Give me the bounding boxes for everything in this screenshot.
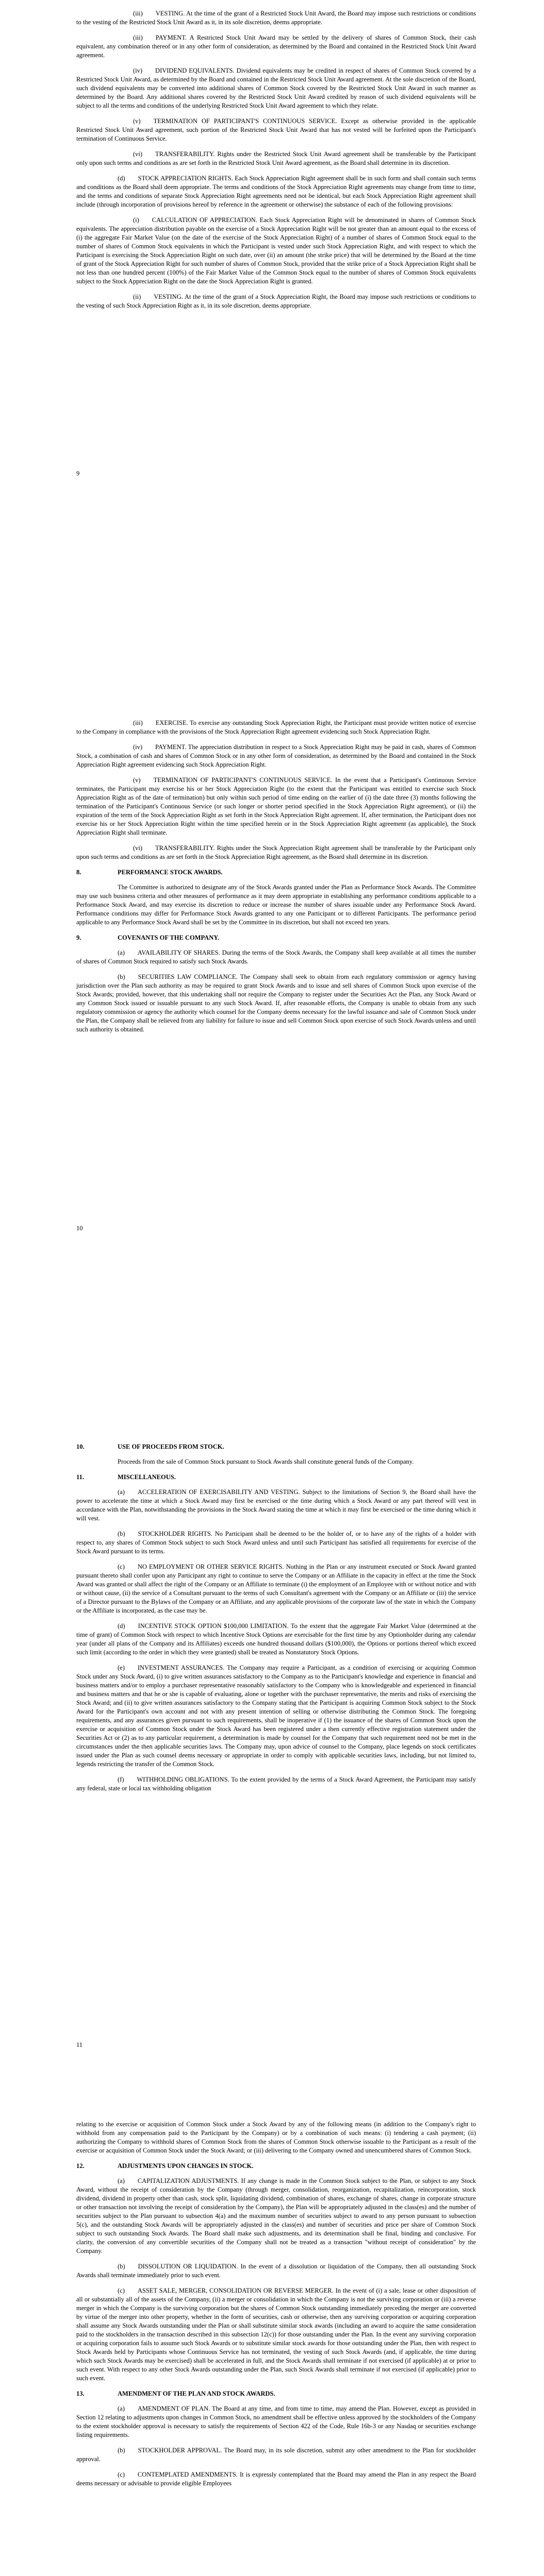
paragraph: (ii) VESTING. At the time of the grant of a Stock Appreciation Right, the Board may impose such restrictions or conditions to the vesting of such Stock Appreciation Right as it, in its sole discretion, deems appropriate.	[76, 293, 476, 309]
section-heading	[76, 2389, 476, 2398]
section-heading	[76, 868, 476, 877]
paragraph: (a) AVAILABILITY OF SHARES. During the terms of the Stock Awards, the Company shall keep available at all times the number of shares of Common Stock required to satisfy such Stock Awards.	[76, 949, 476, 965]
paragraph: The Committee is authorized to designate any of the Stock Awards granted under the Plan as Performance Stock Awards. The Committee may use such business criteria and other measures of performance as it may deem appropriate in establishing any performance conditions applicable to a Performance Stock Award, and may exercise its discretion to reduce or increase the number of shares issuable under any Performance Stock Award. Performance conditions may differ for Performance Stock Awards granted to any one Participant or to different Participants. The performance period applicable to any Performance Stock Award shall be set by the Committee in its discretion, but shall not exceed ten years.	[76, 884, 476, 926]
paragraph: (c) NO EMPLOYMENT OR OTHER SERVICE RIGHTS. Nothing in the Plan or any instrument executed or Stock Award granted pursuant thereto shall confer upon any Participant any right to continue to serve the Company or an Affiliate in the capacity in effect at the time the Stock Award was granted or shall affect the right of the Company or an Affiliate to terminate (i) the employment of an Employee with or without notice and with or without cause, (ii) the service of a Consultant pursuant to the terms of such Consultant's agreement with the Company or an Affiliate or (iii) the service of a Director pursuant to the Bylaws of the Company or an Affiliate, and any applicable provisions of the corporate law of the state in which the Company or the Affiliate is incorporated, as the case may be.	[76, 1563, 476, 1614]
paragraph: (iii) VESTING. At the time of the grant of a Restricted Stock Unit Award, the Board may impose such restrictions or conditions to the vesting of the Restricted Stock Unit Award as it, in its sole discretion, deems appropriate.	[76, 10, 476, 26]
section-heading	[76, 1473, 476, 1482]
page-number: 11	[76, 2041, 83, 2048]
section-heading	[76, 934, 476, 942]
paragraph: (b) STOCKHOLDER APPROVAL. The Board may, in its sole discretion, submit any other amendment to the Plan for stockholder approval.	[76, 2447, 476, 2463]
section-title: AMENDMENT OF THE PLAN AND STOCK AWARDS.	[118, 2390, 275, 2397]
section-title: COVENANTS OF THE COMPANY.	[118, 934, 220, 941]
page-3	[0, 1406, 544, 2107]
section-title: ADJUSTMENTS UPON CHANGES IN STOCK.	[118, 2162, 254, 2170]
paragraph: (v) TERMINATION OF PARTICIPANT'S CONTINUOUS SERVICE. In the event that a Participant's Continuous Service terminates, the Participant may exercise his or her Stock Appreciation Right (to the extent that the Participant was entitled to exercise such Stock Appreciation Right as of the date of termination) but only within such period of time ending on the earlier of (i) the date three (3) months following the termination of the Participant's Continuous Service (or such longer or shorter period specified in the Stock Appreciation Right agreement), or (ii) the expiration of the term of the Stock Appreciation Right as set forth in the Stock Appreciation Right agreement. If, after termination, the Participant does not exercise his or her Stock Appreciation Right within the time specified herein or in the Stock Appreciation Right agreement (as applicable), the Stock Appreciation Right shall terminate.	[76, 776, 476, 836]
page-4-body	[76, 2120, 476, 2495]
paragraph: (b) STOCKHOLDER RIGHTS. No Participant shall be deemed to be the holder of, or to have any of the rights of a holder with respect to, any shares of Common Stock subject to such Stock Award unless and until such Participant has satisfied all requirements for exercise of the Stock Award pursuant to its terms.	[76, 1530, 476, 1555]
paragraph: (iii) EXERCISE. To exercise any outstanding Stock Appreciation Right, the Participant must provide written notice of exercise to the Company in compliance with the provisions of the Stock Appreciation Right agreement evidencing such Stock Appreciation Right.	[76, 719, 476, 735]
paragraph: (i) CALCULATION OF APPRECIATION. Each Stock Appreciation Right will be denominated in shares of Common Stock equivalents. The appreciation distribution payable on the exercise of a Stock Appreciation Right will be not greater than an amount equal to the excess of (i) the aggregate Fair Market Value (on the date of the exercise of the Stock Appreciation Right) of a number of shares of Common Stock equal to the number of shares of Common Stock equivalents in which the Participant is vested under such Stock Appreciation Right, and with respect to which the Participant is exercising the Stock Appreciation Right on such date, over (ii) an amount (the strike price) that will be determined by the Board at the time of grant of the Stock Appreciation Right for such number of shares of Common Stock, provided that the strike price of a Stock Appreciation Right shall be not less than one hundred percent (100%) of the Fair Market Value of the Common Stock equal to the number of shares of Common Stock equivalents subject to the Stock Appreciation Right on the date the Stock Appreciation Right is granted.	[76, 216, 476, 285]
paragraph: (v) TERMINATION OF PARTICIPANT'S CONTINUOUS SERVICE. Except as otherwise provided in the applicable Restricted Stock Unit Award agreement, such portion of the Restricted Stock Unit Award that has not vested will be forfeited upon the Participant's termination of Continuous Service.	[76, 117, 476, 142]
section-number: 9.	[76, 934, 81, 941]
section-heading	[76, 1443, 476, 1451]
section-number: 11.	[76, 1473, 84, 1481]
section-title: PERFORMANCE STOCK AWARDS.	[118, 869, 223, 876]
page-number: 10	[76, 1225, 83, 1232]
page-4	[0, 2110, 544, 2576]
page-3-body	[76, 1443, 476, 1800]
paragraph: (c) CONTEMPLATED AMENDMENTS. It is expressly contemplated that the Board may amend the Plan in any respect the Board deems necessary or advisable to provide eligible Employees	[76, 2471, 476, 2487]
paragraph: (b) DISSOLUTION OR LIQUIDATION. In the event of a dissolution or liquidation of the Company, then all outstanding Stock Awards shall terminate immediately prior to such event.	[76, 2263, 476, 2279]
paragraph: (iv) DIVIDEND EQUIVALENTS. Dividend equivalents may be credited in respect of shares of Common Stock covered by a Restricted Stock Unit Award, as determined by the Board and contained in the Restricted Stock Unit Award agreement. At the sole discretion of the Board, such dividend equivalents may be converted into additional shares of Common Stock covered by the Restricted Stock Unit Award in such manner as determined by the Board. Any additional shares covered by the Restricted Stock Unit Award credited by reason of such dividend equivalents will be subject to all the terms and conditions of the underlying Restricted Stock Unit Award agreement to which they relate.	[76, 67, 476, 109]
page-number: 9	[76, 470, 80, 477]
section-title: MISCELLANEOUS.	[118, 1473, 176, 1481]
paragraph: (iv) PAYMENT. The appreciation distribution in respect to a Stock Appreciation Right may be paid in cash, shares of Common Stock, a combination of cash and shares of Common Stock or in any other form of consideration, as determined by the Board and contained in the Stock Appreciation Right agreement evidencing such Stock Appreciation Right.	[76, 743, 476, 768]
paragraph: (d) STOCK APPRECIATION RIGHTS. Each Stock Appreciation Right agreement shall be in such form and shall contain such terms and conditions as the Board shall deem appropriate. The terms and conditions of the Stock Appreciation Right agreements may change from time to time, and the terms and conditions of separate Stock Appreciation Right agreements need not be identical, but each Stock Appreciation Right agreement shall include (through incorporation of provisions hereof by reference in the agreement or otherwise) the substance of each of the following provisions:	[76, 175, 476, 208]
page-1	[0, 0, 544, 701]
page-2-body	[76, 719, 476, 1041]
section-heading	[76, 2162, 476, 2171]
paragraph: (a) CAPITALIZATION ADJUSTMENTS. If any change is made in the Common Stock subject to the Plan, or subject to any Stock Award, without the receipt of consideration by the Company (through merger, consolidation, reorganization, recapitalization, reincorporation, stock dividend, dividend in property other than cash, stock split, liquidating dividend, combination of shares, exchange of shares, change in corporate structure or other transaction not involving the receipt of consideration by the Company), the Plan will be appropriately adjusted in the class(es) and the number of securities subject to the Plan pursuant to subsection 4(a) and the maximum number of securities subject to award to any person pursuant to subsection 5(c), and the outstanding Stock Awards will be appropriately adjusted in the class(es) and number of securities and price per share of Common Stock subject to such outstanding Stock Awards. The Board shall make such adjustments, and its determination shall be final, binding and conclusive. For clarity, the conversion of any convertible securities of the Company shall not be treated as a transaction "without receipt of consideration" by the Company.	[76, 2177, 476, 2255]
page-2	[0, 703, 544, 1404]
paragraph: (a) ACCELERATION OF EXERCISABILITY AND VESTING. Subject to the limitations of Section 9, the Board shall have the power to accelerate the time at which a Stock Award may first be exercised or the time during which a Stock Award or any part thereof will vest in accordance with the Plan, notwithstanding the provisions in the Stock Award stating the time at which it may first be exercised or the time during which it will vest.	[76, 1488, 476, 1522]
paragraph: (b) SECURITIES LAW COMPLIANCE. The Company shall seek to obtain from each regulatory commission or agency having jurisdiction over the Plan such authority as may be required to grant Stock Awards and to issue and sell shares of Common Stock upon exercise of the Stock Awards; provided, however, that this undertaking shall not require the Company to register under the Securities Act the Plan, any Stock Award or any Common Stock issued or issuable pursuant to any such Stock Award. If, after reasonable efforts, the Company is unable to obtain from any such regulatory commission or agency the authority which counsel for the Company deems necessary for the lawful issuance and sale of Common Stock under the Plan, the Company shall be relieved from any liability for failure to issue and sell Common Stock upon exercise of such Stock Awards unless and until such authority is obtained.	[76, 973, 476, 1033]
paragraph: (vi) TRANSFERABILITY. Rights under the Restricted Stock Unit Award agreement shall be transferable by the Participant only upon such terms and conditions as are set forth in the Restricted Stock Unit Award agreement, as the Board shall determine in its discretion.	[76, 150, 476, 166]
section-number: 8.	[76, 869, 81, 876]
paragraph: (e) INVESTMENT ASSURANCES. The Company may require a Participant, as a condition of exercising or acquiring Common Stock under any Stock Award, (i) to give written assurances satisfactory to the Company as to the Participant's knowledge and experience in financial and business matters and/or to employ a purchaser representative reasonably satisfactory to the Company who is knowledgeable and experienced in financial and business matters and that he or she is capable of evaluating, alone or together with the purchaser representative, the merits and risks of exercising the Stock Award; and (ii) to give written assurances satisfactory to the Company stating that the Participant is acquiring Common Stock subject to the Stock Award for the Participant's own account and not with any present intention of selling or otherwise distributing the Common Stock. The foregoing requirements, and any assurances given pursuant to such requirements, shall be inoperative if (1) the issuance of the shares of Common Stock upon the exercise or acquisition of Common Stock under the Stock Award has been registered under a then currently effective registration statement under the Securities Act or (2) as to any particular requirement, a determination is made by counsel for the Company that such requirement need not be met in the circumstances under the then applicable securities laws. The Company may, upon advice of counsel to the Company, place legends on stock certificates issued under the Plan as such counsel deems necessary or appropriate in order to comply with applicable securities laws, including, but not limited to, legends restricting the transfer of the Common Stock.	[76, 1664, 476, 1768]
paragraph: (c) ASSET SALE, MERGER, CONSOLIDATION OR REVERSE MERGER. In the event of (i) a sale, lease or other disposition of all or substantially all of the assets of the Company, (ii) a merger or consolidation in which the Company is not the surviving corporation or (iii) a reverse merger in which the Company is the surviving corporation but the shares of Common Stock outstanding immediately preceding the merger are converted by virtue of the merger into other property, whether in the form of securities, cash or otherwise, then any surviving corporation or acquiring corporation shall assume any Stock Awards outstanding under the Plan or shall substitute similar stock awards (including an award to acquire the same consideration paid to the stockholders in the transaction described in this subsection 12(c)) for those outstanding under the Plan. In the event any surviving corporation or acquiring corporation fails to assume such Stock Awards or to substitute similar stock awards for those outstanding under the Plan, then with respect to Stock Awards held by Participants whose Continuous Service has not terminated, the vesting of such Stock Awards (and, if applicable, the time during which such Stock Awards may be exercised) shall be accelerated in full, and the Stock Awards shall terminate if not exercised (if applicable) at or prior to such event. With respect to any other Stock Awards outstanding under the Plan, such Stock Awards shall terminate if not exercised (if applicable) prior to such event.	[76, 2287, 476, 2382]
paragraph: (d) INCENTIVE STOCK OPTION $100,000 LIMITATION. To the extent that the aggregate Fair Market Value (determined at the time of grant) of Common Stock with respect to which Incentive Stock Options are exercisable for the first time by any Optionholder during any calendar year (under all plans of the Company and its Affiliates) exceeds one hundred thousand dollars ($100,000), the Options or portions thereof which exceed such limit (according to the order in which they were granted) shall be treated as Nonstatutory Stock Options.	[76, 1622, 476, 1656]
paragraph: (f) WITHHOLDING OBLIGATIONS. To the extent provided by the terms of a Stock Award Agreement, the Participant may satisfy any federal, state or local tax withholding obligation	[76, 1776, 476, 1792]
page-1-body	[76, 9, 476, 317]
paragraph: (vi) TRANSFERABILITY. Rights under the Stock Appreciation Right agreement shall be transferable by the Participant only upon such terms and conditions as are set forth in the Stock Appreciation Right agreement, as the Board shall determine in its discretion.	[76, 844, 476, 860]
section-title: USE OF PROCEEDS FROM STOCK.	[118, 1443, 224, 1450]
paragraph: relating to the exercise or acquisition of Common Stock under a Stock Award by any of the following means (in addition to the Company's right to withhold from any compensation paid to the Participant by the Company) or by a combination of such means: (i) tendering a cash payment; (ii) authorizing the Company to withhold shares of Common Stock from the shares of Common Stock otherwise issuable to the Participant as a result of the exercise or acquisition of Common Stock under the Stock Award; or (iii) delivering to the Company owned and unencumbered shares of Common Stock.	[76, 2121, 476, 2154]
paragraph: (iii) PAYMENT. A Restricted Stock Unit Award may be settled by the delivery of shares of Common Stock, their cash equivalent, any combination thereof or in any other form of consideration, as determined by the Board and contained in the Restricted Stock Unit Award agreement.	[76, 34, 476, 59]
paragraph: (a) AMENDMENT OF PLAN. The Board at any time, and from time to time, may amend the Plan. However, except as provided in Section 12 relating to adjustments upon changes in Common Stock, no amendment shall be effective unless approved by the stockholders of the Company to the extent stockholder approval is necessary to satisfy the requirements of Section 422 of the Code, Rule 16b-3 or any Nasdaq or securities exchange listing requirements.	[76, 2405, 476, 2438]
paragraph: Proceeds from the sale of Common Stock pursuant to Stock Awards shall constitute general funds of the Company.	[118, 1458, 414, 1465]
section-number: 13.	[76, 2390, 85, 2397]
section-number: 12.	[76, 2162, 85, 2170]
section-number: 10.	[76, 1443, 85, 1450]
